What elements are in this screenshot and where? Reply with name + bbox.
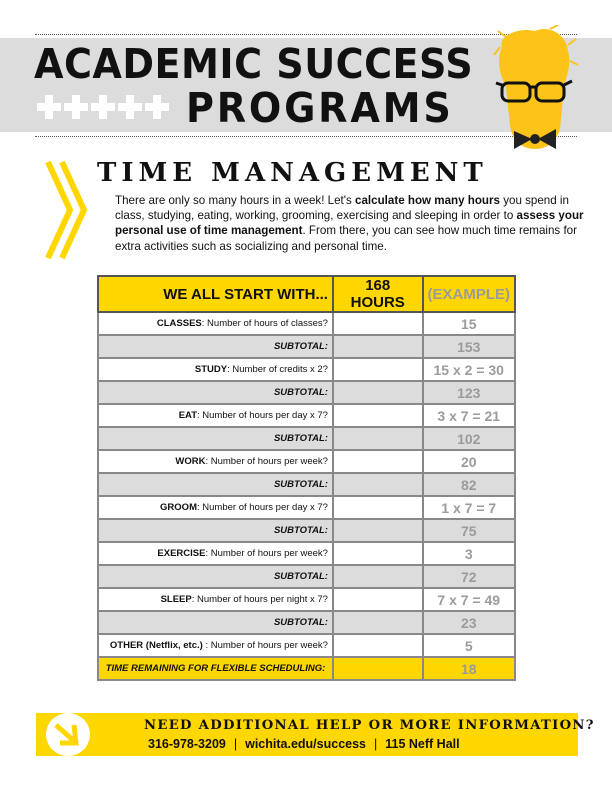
- hours-input-cell[interactable]: [333, 427, 423, 450]
- title-line-2: PROGRAMS: [186, 84, 454, 132]
- row-label: [98, 450, 333, 473]
- separator: |: [374, 737, 378, 751]
- row-label: [98, 473, 333, 496]
- separator: |: [233, 737, 238, 751]
- location: 115 Neff Hall: [385, 737, 460, 751]
- arrow-down-right-icon: [46, 713, 90, 756]
- table-header-row: [98, 276, 515, 312]
- subtotal-row: [98, 381, 515, 404]
- header-hours: 168 HOURS: [333, 276, 423, 312]
- example-value: 3 x 7 = 21: [423, 404, 516, 427]
- hours-input-cell[interactable]: [333, 404, 423, 427]
- row-question: : Number of hours per day x 7?: [197, 502, 328, 513]
- hours-input-cell[interactable]: [333, 496, 423, 519]
- hours-input-cell[interactable]: [333, 657, 423, 680]
- example-value: 5: [423, 634, 516, 657]
- plus-icon: [145, 95, 169, 119]
- intro-bold: assess your personal use of time management: [115, 209, 584, 238]
- row-question: : Number of hours per week?: [205, 456, 328, 467]
- row-question: SUBTOTAL:: [273, 617, 328, 628]
- subtotal-row: [98, 473, 515, 496]
- plus-row: [37, 95, 169, 119]
- example-value: 20: [423, 450, 516, 473]
- hours-input-cell[interactable]: [333, 611, 423, 634]
- row-question: SUBTOTAL:: [273, 341, 328, 352]
- row-question: SUBTOTAL:: [273, 387, 328, 398]
- example-value: 15: [423, 312, 516, 335]
- hours-input-cell[interactable]: [333, 450, 423, 473]
- row-label: [98, 381, 333, 404]
- row-category: STUDY: [194, 364, 228, 375]
- hours-input-cell[interactable]: [333, 634, 423, 657]
- table-row: [98, 588, 515, 611]
- row-label: [98, 335, 333, 358]
- row-label: [98, 312, 333, 335]
- hours-input-cell[interactable]: [333, 565, 423, 588]
- table-row: [98, 496, 515, 519]
- hours-input-cell[interactable]: [333, 473, 423, 496]
- row-label: [98, 634, 333, 657]
- row-category: GROOM: [160, 502, 197, 513]
- row-question: SUBTOTAL:: [273, 571, 328, 582]
- row-question: : Number of hours per week?: [202, 640, 328, 651]
- intro-paragraph: [115, 193, 595, 254]
- table-row: [98, 542, 515, 565]
- example-value: 123: [423, 381, 516, 404]
- plus-icon: [118, 95, 142, 119]
- example-value: 7 x 7 = 49: [423, 588, 516, 611]
- row-category: EAT: [178, 410, 197, 421]
- subtotal-row: [98, 427, 515, 450]
- example-value: 102: [423, 427, 516, 450]
- time-remaining-row: [98, 657, 515, 680]
- hours-input-cell[interactable]: [333, 542, 423, 565]
- row-category: OTHER (Netflix, etc.): [109, 640, 203, 651]
- row-label: [98, 542, 333, 565]
- hours-input-cell[interactable]: [333, 381, 423, 404]
- plus-icon: [64, 95, 88, 119]
- header-label: WE ALL START WITH...: [98, 276, 333, 312]
- subtotal-row: [98, 565, 515, 588]
- row-label: [98, 657, 333, 680]
- example-value: 23: [423, 611, 516, 634]
- row-label: [98, 565, 333, 588]
- section-title: TIME MANAGEMENT: [97, 158, 488, 188]
- plus-icon: [91, 95, 115, 119]
- footer-banner: [36, 713, 595, 756]
- subtotal-row: [98, 335, 515, 358]
- row-category: CLASSES: [156, 318, 202, 329]
- subtotal-row: [98, 519, 515, 542]
- table-row: [98, 312, 515, 335]
- example-value: 82: [423, 473, 516, 496]
- row-label: [98, 427, 333, 450]
- table-row: [98, 450, 515, 473]
- time-worksheet-table: [97, 275, 516, 681]
- header-example: (EXAMPLE): [423, 276, 516, 312]
- example-value: 153: [423, 335, 516, 358]
- intro-text: There are only so many hours in a week! Let's: [115, 194, 356, 207]
- row-label: [98, 519, 333, 542]
- table-row: [98, 358, 515, 381]
- row-label: [98, 404, 333, 427]
- example-value: 1 x 7 = 7: [423, 496, 516, 519]
- example-value: 75: [423, 519, 516, 542]
- table-row: [98, 404, 515, 427]
- subtotal-row: [98, 611, 515, 634]
- example-value: 3: [423, 542, 516, 565]
- row-question: : Number of hours per night x 7?: [191, 594, 328, 605]
- hours-input-cell[interactable]: [333, 519, 423, 542]
- example-value: 15 x 2 = 30: [423, 358, 516, 381]
- row-question: : Number of credits x 2?: [227, 364, 328, 375]
- row-question: SUBTOTAL:: [273, 433, 328, 444]
- phone-number[interactable]: 316-978-3209: [148, 737, 226, 751]
- row-category: SLEEP: [160, 594, 192, 605]
- row-category: EXERCISE: [157, 548, 206, 559]
- intro-bold: calculate how many hours: [355, 194, 500, 207]
- mascot-icon: [480, 25, 590, 175]
- intro-text: . From there, you can see how much time remains for extra activities such as socializing and personal time.: [115, 224, 577, 253]
- hours-input-cell[interactable]: [333, 588, 423, 611]
- hours-input-cell[interactable]: [333, 358, 423, 381]
- hours-input-cell[interactable]: [333, 335, 423, 358]
- contact-line: [148, 737, 460, 751]
- intro-text: you spend in class, studying, eating, working, grooming, exercising and sleeping in order to: [115, 194, 569, 223]
- row-label: [98, 611, 333, 634]
- row-question: : Number of hours per week?: [205, 548, 328, 559]
- title-line-1: ACADEMIC SUCCESS: [34, 40, 474, 88]
- example-value: 72: [423, 565, 516, 588]
- row-question: SUBTOTAL:: [273, 479, 328, 490]
- row-label: [98, 358, 333, 381]
- table-row: [98, 634, 515, 657]
- help-question: NEED ADDITIONAL HELP OR MORE INFORMATION?: [144, 718, 595, 733]
- row-label: [98, 496, 333, 519]
- row-category: WORK: [175, 456, 206, 467]
- arrow-circle: [46, 713, 90, 756]
- row-question: TIME REMAINING FOR FLEXIBLE SCHEDULING:: [105, 663, 326, 674]
- row-label: [98, 588, 333, 611]
- row-question: : Number of hours per day x 7?: [197, 410, 328, 421]
- double-chevron-icon: [40, 160, 100, 260]
- row-question: : Number of hours of classes?: [201, 318, 328, 329]
- row-question: SUBTOTAL:: [273, 525, 328, 536]
- plus-icon: [37, 95, 61, 119]
- hours-input-cell[interactable]: [333, 312, 423, 335]
- website-link[interactable]: wichita.edu/success: [245, 737, 366, 751]
- example-value: 18: [423, 657, 516, 680]
